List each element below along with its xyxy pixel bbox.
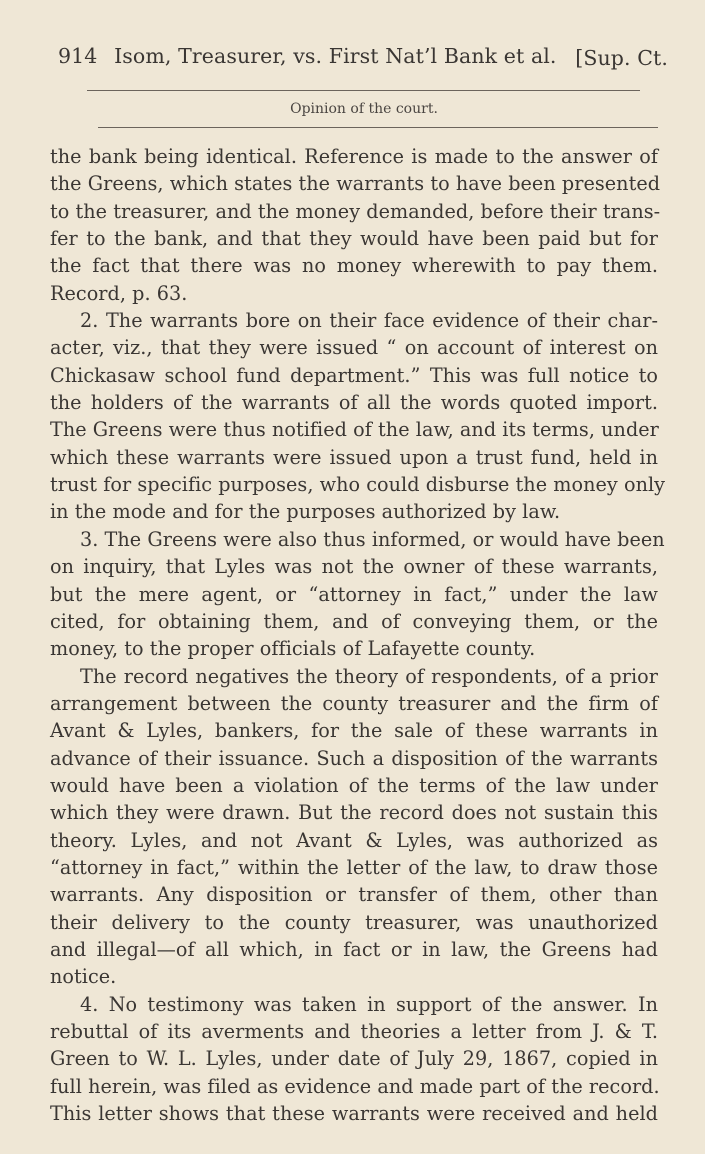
text-line: 2. The warrants bore on their face evidence of their char- — [80, 309, 658, 333]
text-line: cited, for obtaining them, and of conveying them, or the — [50, 609, 658, 633]
text-line: arrangement between the county treasurer and the firm of — [50, 691, 658, 715]
text-line: the holders of the warrants of all the words quoted import. — [50, 391, 658, 415]
text-line: Avant & Lyles, bankers, for the sale of these warrants in — [50, 719, 658, 743]
text-line: Green to W. L. Lyles, under date of July 29, 1867, copied in — [50, 1047, 658, 1071]
text-line: Record, p. 63. — [50, 281, 188, 305]
text-line: full herein, was filed as evidence and made part of the record. — [50, 1074, 660, 1098]
text-line: warrants. Any disposition or transfer of them, other than — [50, 883, 658, 907]
text-line: notice. — [50, 965, 117, 989]
text-line: the bank being identical. Reference is made to the answer of — [50, 145, 658, 168]
text-line: 4. No testimony was taken in support of the answer. In — [80, 992, 658, 1016]
text-line: advance of their issuance. Such a disposition of the warrants — [50, 746, 658, 770]
text-line: their delivery to the county treasurer, was unauthorized — [50, 910, 658, 934]
text-line: the fact that there was no money wherewith to pay them. — [50, 254, 658, 278]
header-rule — [87, 90, 640, 91]
case-title: Isom, Treasurer, vs. First Nat’l Bank et al. — [114, 44, 557, 68]
text-line: would have been a violation of the terms of the law under — [50, 773, 658, 797]
text-line: theory. Lyles, and not Avant & Lyles, was authorized as — [50, 828, 658, 852]
text-line: to the treasurer, and the money demanded, before their trans- — [50, 199, 661, 223]
text-line: but the mere agent, or “attorney in fact,” under the law — [50, 582, 658, 606]
opinion-text — [50, 143, 666, 1127]
text-line: fer to the bank, and that they would have been paid but for — [50, 227, 658, 251]
page-number: 914 — [58, 44, 98, 68]
text-line: “attorney in fact,” within the letter of the law, to draw those — [50, 855, 658, 879]
text-line: trust for specific purposes, who could disburse the money only — [50, 473, 666, 497]
text-line: on inquiry, that Lyles was not the owner of these warrants, — [50, 555, 658, 579]
text-line: the Greens, which states the warrants to have been presented — [50, 172, 661, 196]
text-line: The Greens were thus notified of the law, and its terms, under — [50, 418, 659, 442]
text-line: money, to the proper officials of Lafayette county. — [50, 637, 536, 661]
text-line: 3. The Greens were also thus informed, or would have been — [80, 527, 665, 551]
text-line: Chickasaw school fund department.” This was full notice to — [50, 363, 658, 387]
text-line: The record negatives the theory of respondents, of a prior — [80, 664, 658, 688]
court-label: [Sup. Ct. — [575, 46, 668, 70]
text-line: which they were drawn. But the record does not sustain this — [50, 801, 658, 825]
running-header — [58, 44, 668, 68]
text-line: acter, viz., that they were issued “ on account of interest on — [50, 336, 658, 360]
subheading-rule — [98, 127, 658, 128]
text-line: which these warrants were issued upon a trust fund, held in — [50, 445, 658, 469]
text-line: rebuttal of its averments and theories a letter from J. & T. — [50, 1020, 658, 1043]
text-line: in the mode and for the purposes authorized by law. — [50, 500, 561, 524]
section-subheading: Opinion of the court. — [290, 101, 438, 117]
text-line: and illegal—of all which, in fact or in law, the Greens had — [50, 937, 658, 961]
text-line: This letter shows that these warrants were received and held — [50, 1102, 658, 1126]
